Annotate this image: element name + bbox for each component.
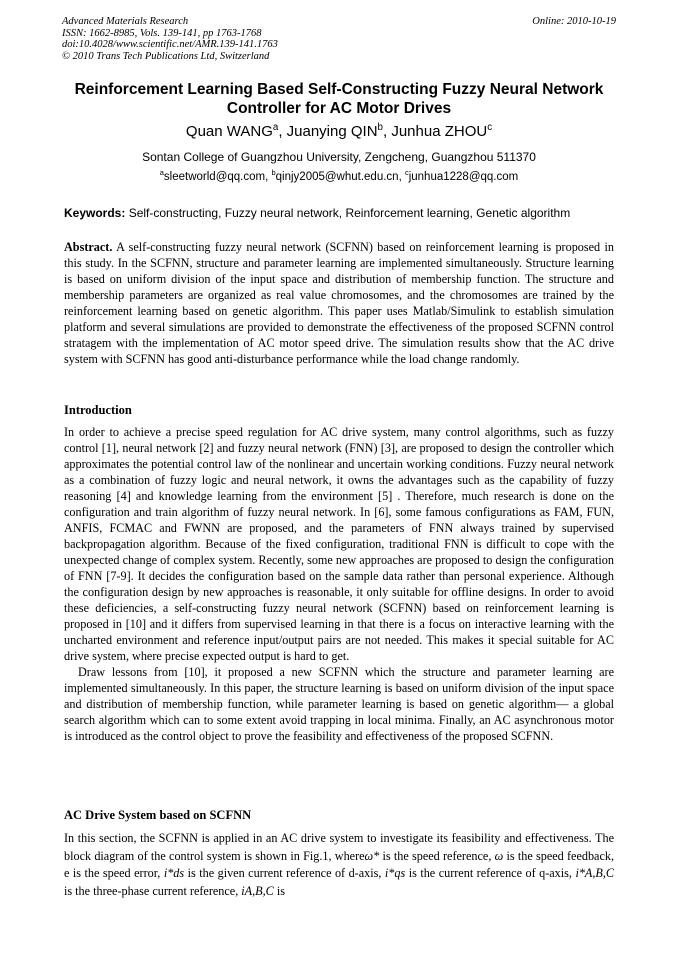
section2-heading: AC Drive System based on SCFNN [64, 808, 252, 822]
abstract-label: Abstract. [64, 240, 113, 254]
author-3-sup: c [487, 122, 493, 133]
section2-text-6: is the three-phase current reference, [64, 883, 239, 898]
author-sep: , [278, 123, 287, 140]
author-3: Junhua ZHOU [391, 123, 488, 140]
intro-heading: Introduction [64, 403, 132, 417]
section2-body [64, 830, 614, 900]
paper-title: Reinforcement Learning Based Self-Constructing Fuzzy Neural Network Controller for AC Motor Drives [74, 81, 604, 117]
author-sep: , [382, 123, 392, 140]
section2-text-4: is the given current reference of d-axis, [184, 866, 382, 880]
symbol-iabc-ref: i*A,B,C [575, 866, 615, 880]
email-2: qinjy2005@whut.edu.cn, [275, 171, 405, 183]
keywords [64, 206, 624, 220]
abstract [64, 239, 614, 367]
keywords-label: Keywords: [64, 206, 126, 220]
email-1: sleetworld@qq.com, [163, 171, 272, 183]
online-date: Online: 2010-10-19 [532, 16, 616, 27]
issn-line: ISSN: 1662-8985, Vols. 139-141, pp 1763-1768 [62, 27, 262, 39]
email-3-sup: c [404, 168, 409, 178]
symbol-omega-ref: ω* [364, 848, 380, 863]
affiliation: Sontan College of Guangzhou University, Zengcheng, Guangzhou 511370 [142, 150, 536, 164]
section2-text-2: is the speed reference, [379, 848, 492, 863]
intro-paragraph-2: Draw lessons from [10], it proposed a new SCFNN which the structure and parameter learning are implemented simultaneously. In this paper, the structure learning is based on uniform division of the input space and distribution of membership function, while parameter learning is based on genetic algorithm— a global search algorithm which can to some extent avoid trapping in local minima. Finally, an AC asynchronous motor is introduced as the control object to prove the feasibility and effectiveness of the proposed SCFNN. [64, 665, 614, 743]
email-list [40, 168, 638, 183]
intro-body [64, 424, 614, 744]
author-2-sup: b [377, 122, 383, 133]
author-1-sup: a [272, 122, 279, 133]
doi-line: doi:10.4028/www.scientific.net/AMR.139-141.1763 [62, 39, 278, 50]
email-3: junhua1228@qq.com [408, 171, 519, 183]
section2-text-7: is [273, 883, 285, 898]
journal-name: Advanced Materials Research [62, 16, 189, 27]
author-list [40, 123, 638, 140]
copyright-line: © 2010 Trans Tech Publications Ltd, Switzerland [62, 50, 270, 62]
abstract-text: A self-constructing fuzzy neural network (SCFNN) based on reinforcement learning is proposed in this study. In the SCFNN, structure and parameter learning are implemented simultaneously. Structure learning is based on uniform division of the input space and distribution of membership function. The structure and membership parameters are organized as real value chromosomes, and the chromosomes are trained by the reinforcement learning based on genetic algorithm. This paper uses Matlab/Simulink to establish simulation platform and several simulations are provided to demonstrate the effectiveness of the proposed SCFNN control stratagem with the implementation of AC motor speed drive. The simulation results show that the AC drive system with SCFNN has good anti-disturbance performance while the load change randomly. [64, 240, 614, 366]
email-1-sup: a [159, 168, 164, 178]
author-2: Juanying QIN [286, 123, 378, 140]
symbol-id-ref: i*ds [163, 866, 185, 880]
section2-text-5: is the current reference of q-axis, [405, 866, 572, 880]
symbol-iq-ref: i*qs [384, 866, 406, 880]
author-1: Quan WANG [185, 123, 273, 140]
section2-paragraph [64, 830, 614, 900]
symbol-iabc: iA,B,C [241, 883, 274, 898]
intro-paragraph-1: In order to achieve a precise speed regulation for AC drive system, many control algorithms, such as fuzzy control [1], neural network [2] and fuzzy neural network (FNN) [3], are proposed to design the controller which approximates the potential control law of the nonlinear and uncertain working conditions. Fuzzy neural network as a combination of fuzzy logic and neural network, it owns the advantages such as the capability of fuzzy reasoning [4] and knowledge learning from the environment [5] . Therefore, much research is done on the configuration and train algorithm of fuzzy neural network. In [6], some famous configurations as FAM, FUN, ANFIS, FCMAC and FWNN are proposed, and the parameters of FNN always trained by supervised backpropagation algorithm. Because of the fixed configuration, traditional FNN is difficult to cope with the unexpected change of complex system. Recently, some new approaches are proposed to design the configuration of FNN [7-9]. It decides the configuration based on the sample data rather than personal experience. Although the configuration design by new approaches is reasonable, it only suitable for offline designs. In order to avoid these deficiencies, a self-constructing fuzzy neural network (SCFNN) based on reinforcement learning is proposed in [10] and it differs from supervised learning in that there is a focus on interactive learning with the uncharted environment and reference input/output pairs are not needed. This makes it special suitable for AC drive system, where precise expected output is hard to get. [64, 425, 614, 663]
section2-text-3: is the speed feedback, e is the speed error, [64, 848, 615, 880]
symbol-omega: ω [494, 848, 504, 863]
section2-text-1: In this section, the SCFNN is applied in an AC drive system to investigate its feasibility and effectiveness. The block diagram of the control system is shown in Fig.1, where [64, 831, 614, 863]
keywords-text: Self-constructing, Fuzzy neural network, Reinforcement learning, Genetic algorithm [125, 206, 571, 220]
email-2-sup: b [271, 168, 276, 178]
